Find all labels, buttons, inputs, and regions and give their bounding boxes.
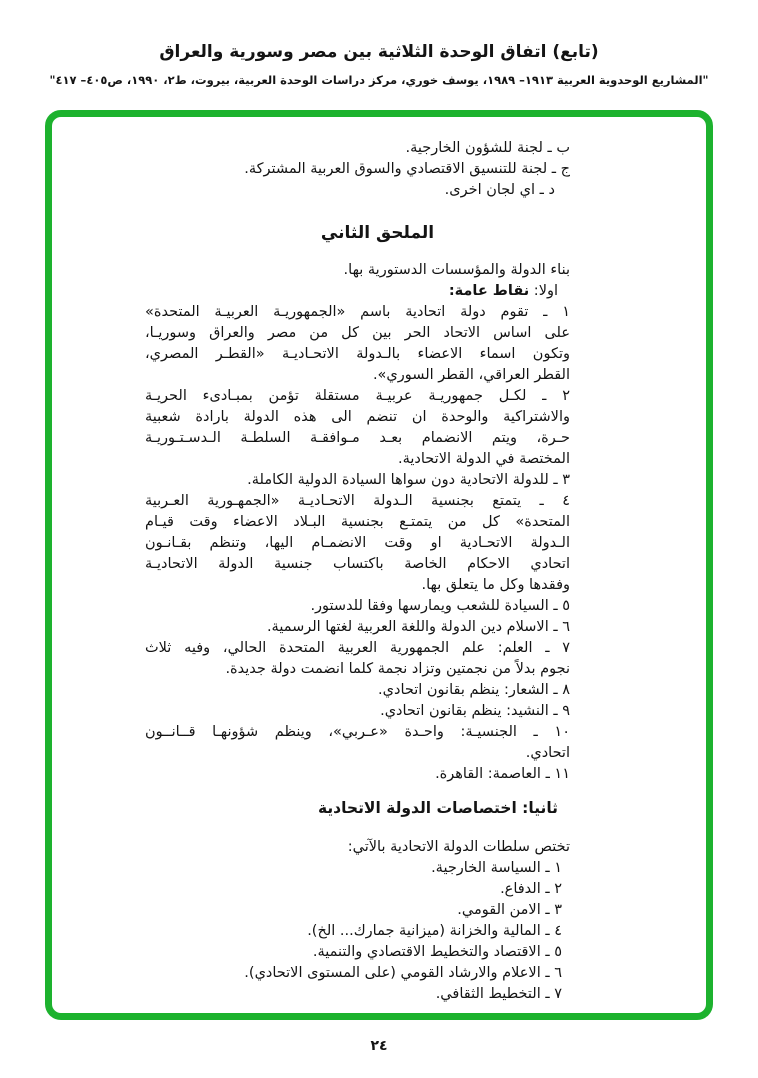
text-line: المختصة في الدولة الاتحادية. <box>398 451 570 467</box>
text-line: ب ـ لجنة للشؤون الخارجية. <box>405 140 570 156</box>
text-line: نجوم بدلاً من نجمتين وتزاد نجمة كلما انضمت دولة جديدة. <box>225 661 570 677</box>
text-line: ٢ ـ الدفاع. <box>500 881 562 897</box>
text-line: والاشتراكية والوحدة ان تنضم الى هذه الدولة بارادة شعبية <box>145 409 570 425</box>
text-line: ٣ ـ الامن القومي. <box>457 902 562 918</box>
text-line: اولا: نقاط عامة: <box>448 283 558 299</box>
text-line: القطر العراقي، القطر السوري». <box>372 367 570 383</box>
text-line: وتكون اسماء الاعضاء بالـدولة الاتحـاديـة «القطـر المصري، <box>145 346 570 362</box>
text-line: ٤ ـ يتمتع بجنسية الـدولة الاتحـاديـة «الجمهـورية العـربية <box>145 493 570 509</box>
text-line: على اساس الاتحاد الحر بين كل من مصر والعراق وسوريـا، <box>145 325 570 341</box>
text-line: ١ ـ السياسة الخارجية. <box>431 860 562 876</box>
text-line: ٢ ـ لكـل جمهوريـة عربيـة مستقلة تؤمن بمبـادىء الحريـة <box>145 388 570 404</box>
text-line: وفقدها وكل ما يتعلق بها. <box>421 577 570 593</box>
text-line: ١٠ ـ الجنسيـة: واحـدة «عـربي»، وينظم شؤونهـا قــانــون <box>145 724 570 740</box>
document-title: (تابع) اتفاق الوحدة الثلاثية بين مصر وسورية والعراق <box>159 42 599 62</box>
text-line: تختص سلطات الدولة الاتحادية بالآتي: <box>347 839 570 855</box>
text-line: ٦ ـ الاعلام والارشاد القومي (على المستوى الاتحادي). <box>244 965 562 981</box>
text-line: د ـ اي لجان اخرى. <box>444 182 555 198</box>
text-line: ٣ ـ للدولة الاتحادية دون سواها السيادة الدولية الكاملة. <box>247 472 570 488</box>
text-line: ٦ ـ الاسلام دين الدولة واللغة العربية لغتها الرسمية. <box>266 619 570 635</box>
text-line: بناء الدولة والمؤسسات الدستورية بها. <box>343 262 570 278</box>
text-line: ٨ ـ الشعار: ينظم بقانون اتحادي. <box>378 682 570 698</box>
text-line: ١ ـ تقوم دولة اتحادية باسم «الجمهوريـة العربيـة المتحدة» <box>145 304 570 320</box>
text-line: ٩ ـ النشيد: ينظم بقانون اتحادي. <box>380 703 570 719</box>
text-line: اتحادي الاحكام الخاصة باكتساب جنسية الدولة الاتحاديـة <box>145 556 570 572</box>
text-line: ٤ ـ المالية والخزانة (ميزانية جمارك... الخ). <box>307 923 562 939</box>
text-line: ٥ ـ السيادة للشعب ويمارسها وفقا للدستور. <box>310 598 570 614</box>
text-line: ١١ ـ العاصمة: القاهرة. <box>435 766 570 782</box>
section-heading: ثانيا: اختصاصات الدولة الاتحادية <box>317 799 558 817</box>
source-citation: "المشاريع الوحدوية العربية ١٩١٣– ١٩٨٩، يوسف خوري، مركز دراسات الوحدة العربية، بيروت، ط٢، ١٩٩٠، ص٤٠٥– ٤١٧" <box>49 73 709 87</box>
text-line: الـدولة الاتحـادية او وقت الانضمـام اليها، وتنظم بقـانـون <box>145 535 570 551</box>
text-column <box>145 138 570 1005</box>
text-line: ٧ ـ العلم: علم الجمهورية العربية المتحدة الحالي، وفيه ثلاث <box>145 640 570 656</box>
page-number: ٢٤ <box>370 1038 388 1054</box>
text-line: المتحدة» كل من يتمتـع بجنسية البـلاد الاعضاء وقت قيـام <box>145 514 570 530</box>
text-line: ٥ ـ الاقتصاد والتخطيط الاقتصادي والتنمية. <box>312 944 562 960</box>
text-line: ج ـ لجنة للتنسيق الاقتصادي والسوق العربية المشتركة. <box>244 161 570 177</box>
text-line: ٧ ـ التخطيط الثقافي. <box>435 986 562 1002</box>
text-line: حـرة، ويتم الانضمام بعـد مـوافقـة السلطـة الـدسـتـوريـة <box>145 430 570 446</box>
text-line: اتحادي. <box>525 745 570 761</box>
section-heading: الملحق الثاني <box>320 223 435 243</box>
